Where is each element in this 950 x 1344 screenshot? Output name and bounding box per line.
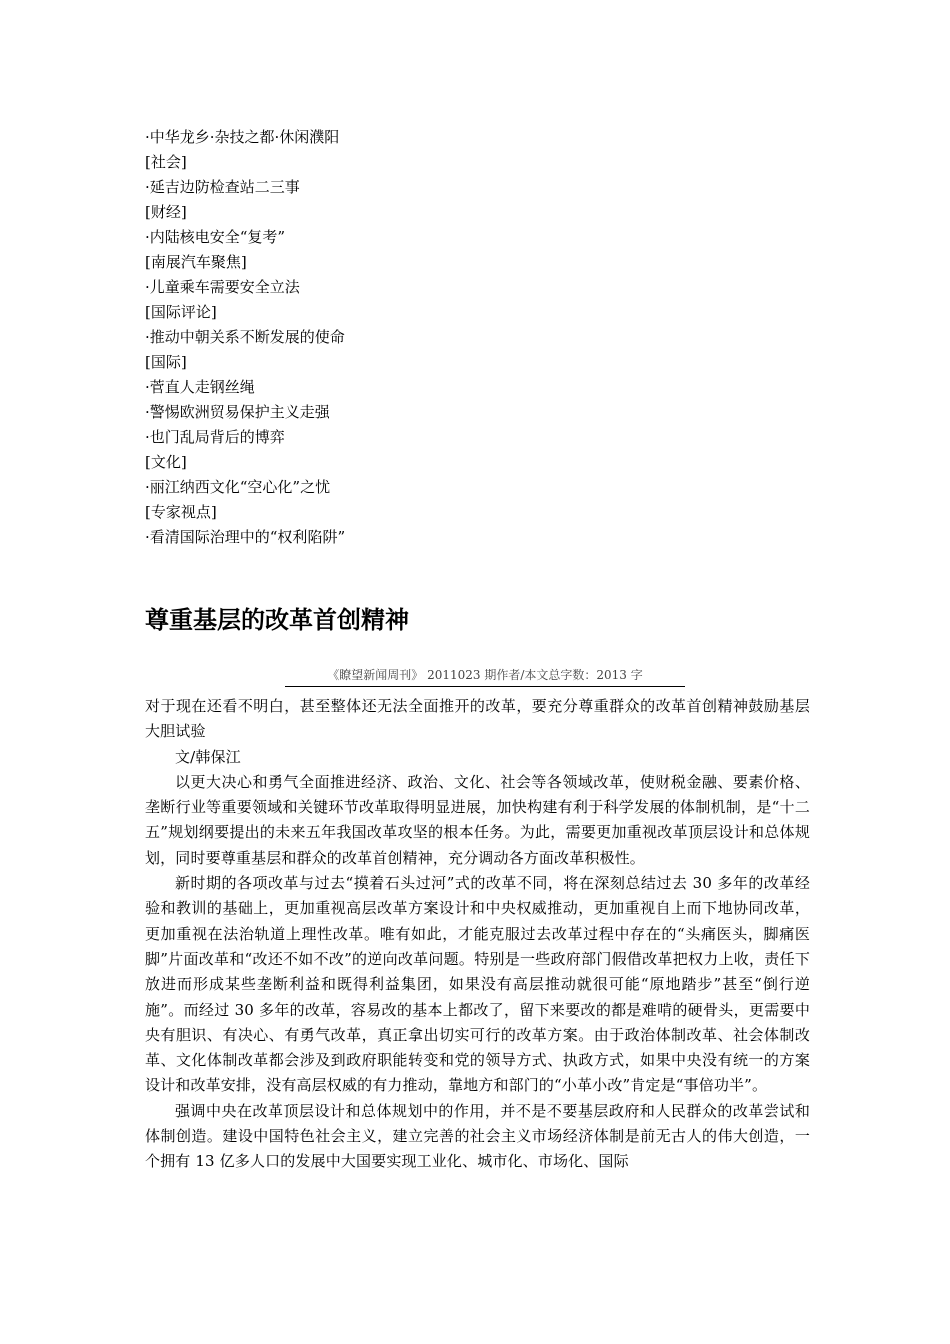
contents-section: [财经] (145, 203, 187, 221)
contents-item: ·警惕欧洲贸易保护主义走强 (145, 403, 330, 421)
article-body (145, 694, 810, 1175)
contents-item: ·菅直人走钢丝绳 (145, 378, 255, 396)
contents-item: ·儿童乘车需要安全立法 (145, 278, 300, 296)
article-meta: 《瞭望新闻周刊》 2011023 期作者/本文总字数：2013 字 (285, 664, 685, 687)
article-title: 尊重基层的改革首创精神 (145, 606, 409, 634)
contents-item: ·丽江纳西文化“空心化”之忧 (145, 478, 331, 496)
contents-section: [国际] (145, 353, 187, 371)
contents-section: [文化] (145, 453, 187, 471)
contents-item: ·中华龙乡·杂技之都·休闲濮阳 (145, 128, 340, 146)
article-paragraph: 以更大决心和勇气全面推进经济、政治、文化、社会等各领域改革，使财税金融、要素价格、垄断行业等重要领域和关键环节改革取得明显进展，加快构建有利于科学发展的体制机制，是“十二五”规划纲要提出的未来五年我国改革攻坚的根本任务。为此，需要更加重视改革顶层设计和总体规划，同时要尊重基层和群众的改革首创精神，充分调动各方面改革积极性。 (145, 772, 810, 867)
article-paragraph: 新时期的各项改革与过去“摸着石头过河”式的改革不同，将在深刻总结过去 30 多年的改革经验和教训的基础上，更加重视高层改革方案设计和中央权威推动，更加重视自上而下地协同改革，更加重视在法治轨道上理性改革。唯有如此，才能克服过去改革过程中存在的“头痛医头，脚痛医脚”片面改革和“改还不如不改”的逆向改革问题。特别是一些政府部门假借改革把权力上收，责任下放进而形成某些垄断利益和既得利益集团，如果没有高层推动就很可能“原地踏步”甚至“倒行逆施”。而经过 30 多年的改革，容易改的基本上都改了，留下来要改的都是难啃的硬骨头，更需要中央有胆识、有决心、有勇气改革，真正拿出切实可行的改革方案。由于政治体制改革、社会体制改革、文化体制改革都会涉及到政府职能转变和党的领导方式、执政方式，如果中央没有统一的方案设计和改革安排，没有高层权威的有力推动，靠地方和部门的“小革小改”肯定是“事倍功半”。 (145, 874, 810, 1095)
article-subtitle: 对于现在还看不明白，甚至整体还无法全面推开的改革，要充分尊重群众的改革首创精神鼓励基层大胆试验 (145, 697, 810, 741)
article-paragraph: 强调中央在改革顶层设计和总体规划中的作用，并不是不要基层政府和人民群众的改革尝试和体制创造。建设中国特色社会主义，建立完善的社会主义市场经济体制是前无古人的伟大创造，一个拥有 13 亿多人口的发展中大国要实现工业化、城市化、市场化、国际 (145, 1101, 810, 1171)
contents-item: ·内陆核电安全“复考” (145, 228, 286, 246)
contents-section: [南展汽车聚焦] (145, 253, 247, 271)
contents-list (145, 125, 805, 550)
contents-section: [国际评论] (145, 303, 217, 321)
article-author: 文/韩保江 (175, 747, 241, 766)
contents-section: [专家视点] (145, 503, 217, 521)
contents-section: [社会] (145, 153, 187, 171)
contents-item: ·看清国际治理中的“权利陷阱” (145, 528, 346, 546)
contents-item: ·推动中朝关系不断发展的使命 (145, 328, 345, 346)
contents-item: ·也门乱局背后的博弈 (145, 428, 285, 446)
contents-item: ·延吉边防检查站二三事 (145, 178, 300, 196)
